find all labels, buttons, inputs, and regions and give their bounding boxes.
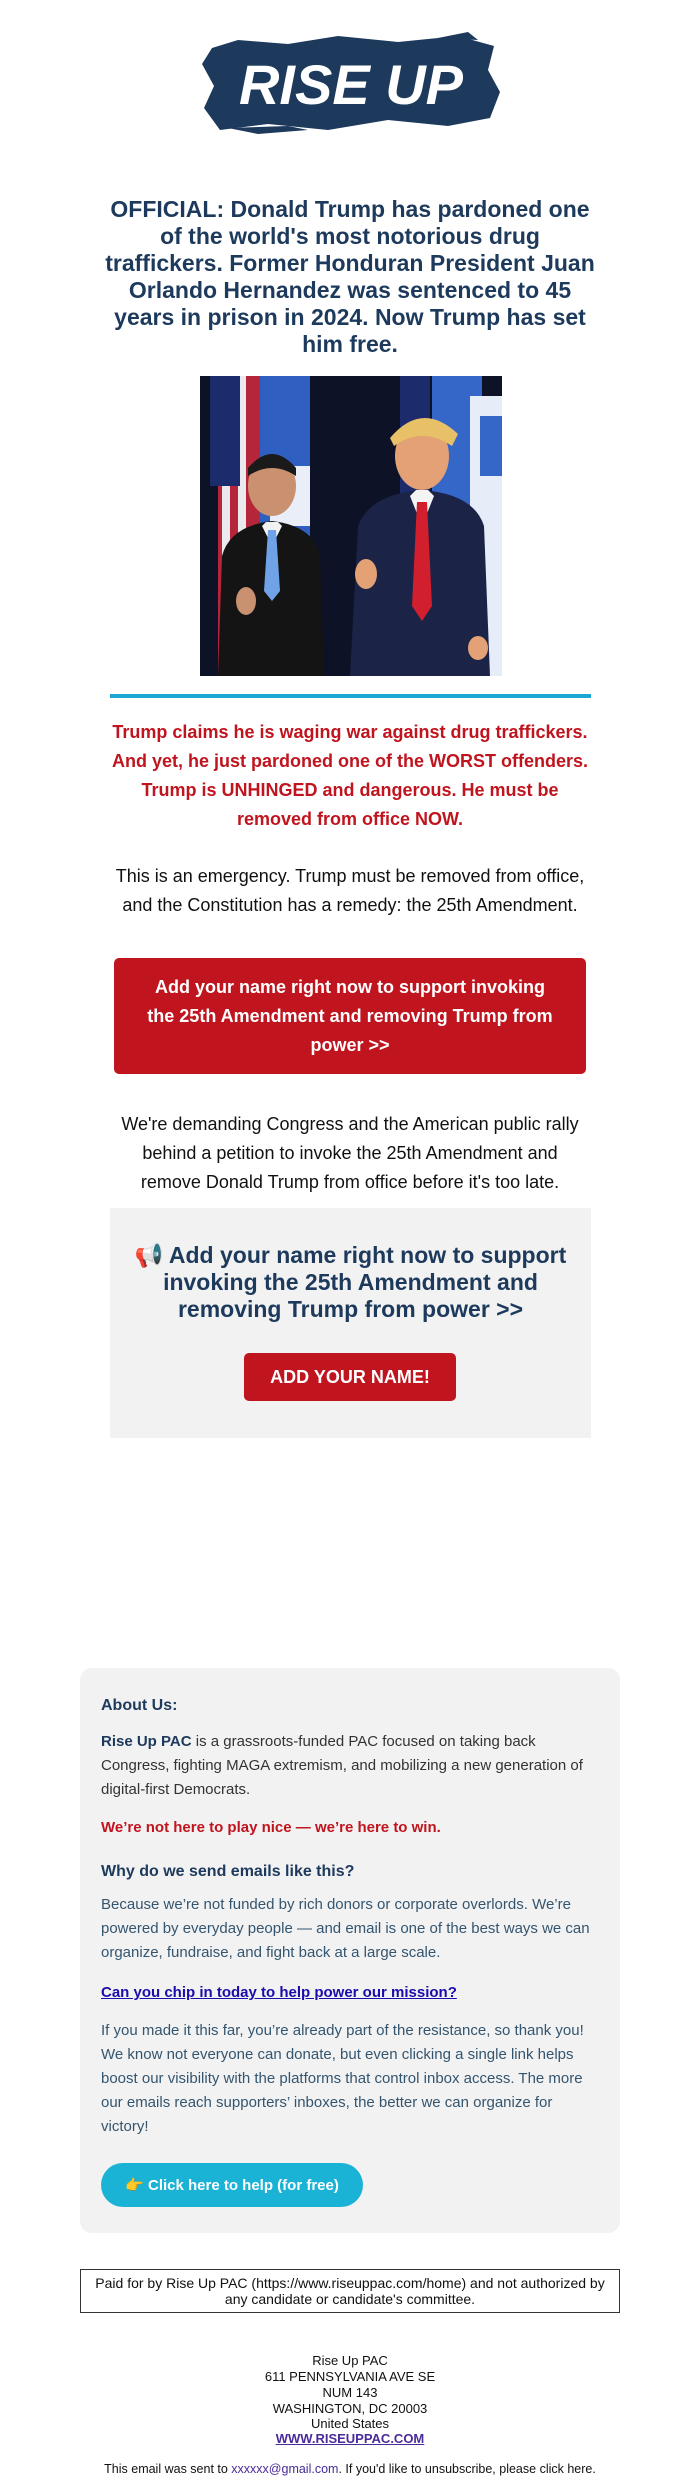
demand-text: We're demanding Congress and the American public rally behind a petition to invoke the 25th Amendment and remove Donald Trump from office before it's too late. [121,1114,579,1192]
about-title: About Us: [101,1697,178,1714]
org-name: Rise Up PAC [101,1733,192,1750]
rise-up-logo[interactable] [198,30,504,138]
add-your-name-label: ADD YOUR NAME! [270,1366,430,1387]
chip-in-link[interactable]: Can you chip in today to help power our mission? [101,1984,457,2001]
unsubscribe-text[interactable]: . If you'd like to unsubscribe, please click here. [338,2462,596,2476]
footer-prefix: This email was sent to [104,2462,232,2476]
about-body [101,1730,599,1802]
petition-title-link[interactable]: 📢 Add your name right now to support invoking the 25th Amendment and removing Trump from power >> [134,1242,567,1322]
address-line-3: NUM 143 [322,2385,378,2400]
address-country: United States [310,2416,390,2431]
logo-brush-graphic [198,30,504,138]
website-link[interactable]: WWW.RISEUPPAC.COM [275,2431,425,2446]
headline: OFFICIAL: Donald Trump has pardoned one of the world's most notorious drug traffickers. Former Honduran President Juan Orlando Hernandez was sentenced to 45 years in prison in 2024. Now Trump has set him free. [105,196,595,357]
about-description: is a grassroots-funded PAC focused on taking back Congress, fighting MAGA extremism, and mobilizing a new generation of digital-first Democrats. [101,1733,583,1798]
help-button-label: 👉 Click here to help (for free) [125,2177,339,2194]
disclaimer-text: Paid for by Rise Up PAC (https://www.riseuppac.com/home) and not authorized by any candidate or candidate's committee. [95,2275,605,2307]
why-body: Because we’re not funded by rich donors or corporate overlords. We’re powered by everyday people — and email is one of the best ways we can organize, fundraise, and fight back at a large scale. [101,1896,590,1961]
section-divider [110,694,591,698]
help-for-free-button[interactable] [101,2163,363,2207]
hero-photo [200,376,502,676]
paid-for-disclaimer [80,2269,620,2313]
primary-cta-label: Add your name right now to support invoking the 25th Amendment and removing Trump from power >> [147,976,553,1055]
emergency-text: This is an emergency. Trump must be removed from office, and the Constitution has a remedy: the 25th Amendment. [115,866,585,915]
footer-unsubscribe-line [60,2462,640,2476]
recipient-email[interactable]: xxxxxx@gmail.com [231,2462,339,2476]
logo-text: RISE UP [238,53,464,116]
thanks-body: If you made it this far, you’re already part of the resistance, so thank you! We know not everyone can donate, but even clicking a single link helps boost our visibility with the platforms that control inbox access. The more our emails reach supporters’ inboxes, the better we can organize for victory! [101,2022,584,2135]
red-callout: Trump claims he is waging war against drug traffickers. And yet, he just pardoned one of the WORST offenders. Trump is UNHINGED and dangerous. He must be removed from office NOW. [111,722,588,829]
address-line-4: WASHINGTON, DC 20003 [272,2401,428,2416]
why-title: Why do we send emails like this? [101,1863,355,1880]
add-your-name-button[interactable] [244,1353,456,1401]
primary-cta-button[interactable] [114,958,586,1074]
address-line-2: 611 PENNSYLVANIA AVE SE [264,2369,436,2384]
address-line-1: Rise Up PAC [312,2353,388,2368]
win-line: We’re not here to play nice — we’re here to win. [101,1819,441,1836]
